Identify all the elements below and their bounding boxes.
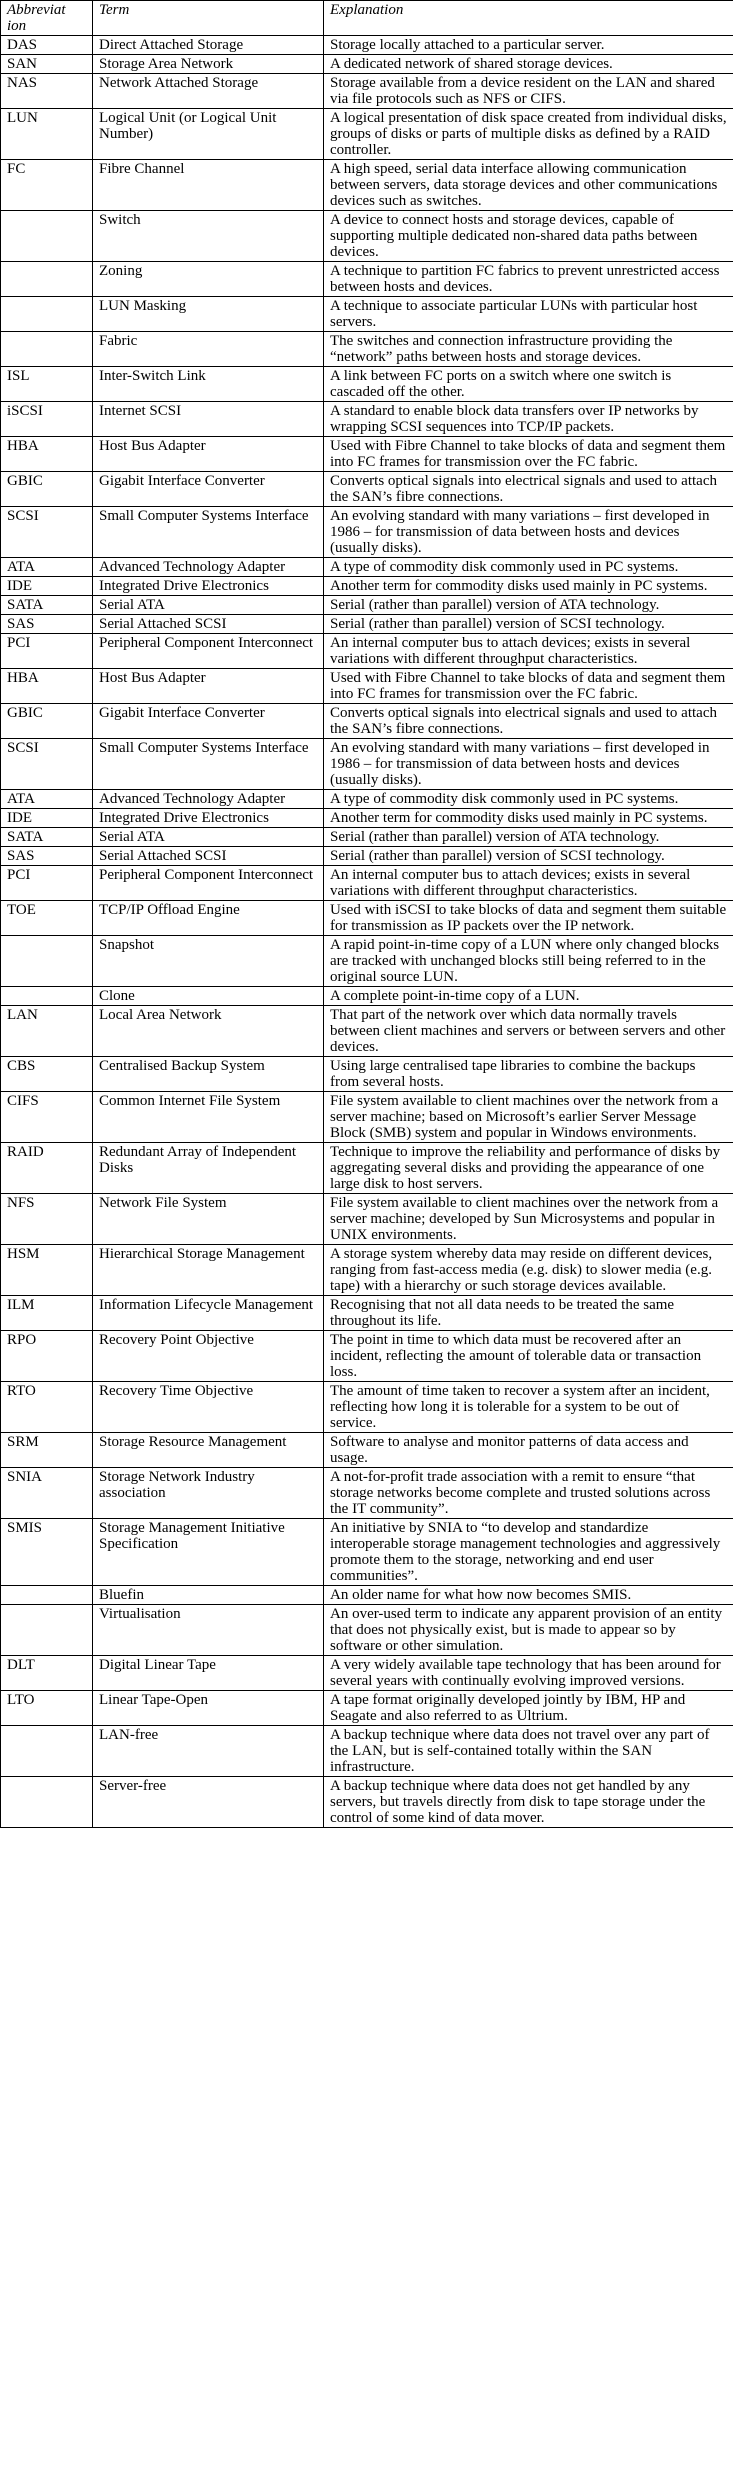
explanation-cell: A backup technique where data does not get handled by any servers, but travels directly from disk to tape storage under the control of some kind of data mover. [324,1777,733,1828]
term-cell: Information Lifecycle Management [93,1296,324,1331]
explanation-cell: An initiative by SNIA to “to develop and standardize interoperable storage management technologies and aggressively promote them to the storage, networking and end user communities”. [324,1519,733,1586]
abbreviation-cell [1,1605,93,1656]
explanation-cell: A high speed, serial data interface allowing communication between servers, data storage devices and other communications devices such as switches. [324,160,733,211]
table-row [1,262,733,297]
table-row [1,1296,733,1331]
table-row [1,160,733,211]
explanation-cell: Storage locally attached to a particular server. [324,36,733,55]
term-cell: Advanced Technology Adapter [93,558,324,577]
table-row [1,1691,733,1726]
abbreviation-cell: SMIS [1,1519,93,1586]
term-cell: Integrated Drive Electronics [93,809,324,828]
explanation-cell: Storage available from a device resident on the LAN and shared via file protocols such as NFS or CIFS. [324,74,733,109]
abbreviation-cell: SAN [1,55,93,74]
term-cell: Fibre Channel [93,160,324,211]
table-row [1,987,733,1006]
term-cell: Internet SCSI [93,402,324,437]
term-cell: Network Attached Storage [93,74,324,109]
explanation-cell: Converts optical signals into electrical signals and used to attach the SAN’s fibre connections. [324,704,733,739]
explanation-cell: A technique to associate particular LUNs with particular host servers. [324,297,733,332]
abbreviation-cell: CIFS [1,1092,93,1143]
term-cell: Virtualisation [93,1605,324,1656]
table-row [1,901,733,936]
explanation-cell: A device to connect hosts and storage devices, capable of supporting multiple dedicated non-shared data paths between devices. [324,211,733,262]
abbreviation-cell [1,1726,93,1777]
term-cell: LUN Masking [93,297,324,332]
explanation-cell: Using large centralised tape libraries to combine the backups from several hosts. [324,1057,733,1092]
table-row [1,1586,733,1605]
term-cell: Host Bus Adapter [93,437,324,472]
table-row [1,809,733,828]
term-cell: Inter-Switch Link [93,367,324,402]
table-row [1,109,733,160]
abbreviation-cell: PCI [1,866,93,901]
explanation-cell: The switches and connection infrastructure providing the “network” paths between hosts and storage devices. [324,332,733,367]
abbreviation-cell: LAN [1,1006,93,1057]
abbreviation-cell: IDE [1,577,93,596]
abbreviation-cell: SAS [1,615,93,634]
explanation-cell: A very widely available tape technology that has been around for several years with continually evolving improved versions. [324,1656,733,1691]
abbreviation-cell: SATA [1,828,93,847]
explanation-cell: Recognising that not all data needs to be treated the same throughout its life. [324,1296,733,1331]
term-cell: LAN-free [93,1726,324,1777]
term-cell: Serial Attached SCSI [93,615,324,634]
term-cell: Storage Area Network [93,55,324,74]
explanation-cell: A standard to enable block data transfers over IP networks by wrapping SCSI sequences into TCP/IP packets. [324,402,733,437]
abbreviation-cell: SCSI [1,739,93,790]
explanation-cell: Serial (rather than parallel) version of ATA technology. [324,596,733,615]
explanation-cell: Serial (rather than parallel) version of SCSI technology. [324,847,733,866]
abbreviation-cell [1,1586,93,1605]
table-row [1,36,733,55]
table-row [1,577,733,596]
explanation-cell: Serial (rather than parallel) version of SCSI technology. [324,615,733,634]
table-row [1,847,733,866]
explanation-cell: Converts optical signals into electrical signals and used to attach the SAN’s fibre connections. [324,472,733,507]
term-cell: Clone [93,987,324,1006]
table-row [1,1433,733,1468]
explanation-cell: A dedicated network of shared storage devices. [324,55,733,74]
explanation-cell: A type of commodity disk commonly used in PC systems. [324,558,733,577]
table-row [1,634,733,669]
term-cell: Network File System [93,1194,324,1245]
explanation-cell: An older name for what how now becomes SMIS. [324,1586,733,1605]
abbreviation-cell: GBIC [1,704,93,739]
abbreviation-cell: SCSI [1,507,93,558]
term-cell: Server-free [93,1777,324,1828]
abbreviation-cell [1,332,93,367]
abbreviation-cell: DAS [1,36,93,55]
term-cell: Advanced Technology Adapter [93,790,324,809]
abbreviation-cell: NAS [1,74,93,109]
abbreviation-cell: NFS [1,1194,93,1245]
abbreviation-cell: SAS [1,847,93,866]
abbreviation-cell: GBIC [1,472,93,507]
explanation-cell: An evolving standard with many variations – first developed in 1986 – for transmission of data between hosts and devices (usually disks). [324,739,733,790]
abbreviation-cell: SNIA [1,1468,93,1519]
explanation-cell: Software to analyse and monitor patterns of data access and usage. [324,1433,733,1468]
term-cell: Peripheral Component Interconnect [93,866,324,901]
abbreviation-cell [1,936,93,987]
abbreviation-cell: LUN [1,109,93,160]
table-row [1,1006,733,1057]
term-cell: Small Computer Systems Interface [93,507,324,558]
term-cell: Bluefin [93,1586,324,1605]
explanation-cell: Technique to improve the reliability and performance of disks by aggregating several disks and providing the appearance of one large disk to host servers. [324,1143,733,1194]
explanation-cell: That part of the network over which data normally travels between client machines and servers or between servers and other devices. [324,1006,733,1057]
explanation-cell: Used with iSCSI to take blocks of data and segment them suitable for transmission as IP packets over the IP network. [324,901,733,936]
abbreviation-cell: ILM [1,1296,93,1331]
table-row [1,55,733,74]
explanation-cell: Used with Fibre Channel to take blocks of data and segment them into FC frames for transmission over the FC fabric. [324,437,733,472]
table-row [1,507,733,558]
explanation-cell: A not-for-profit trade association with a remit to ensure “that storage networks become complete and trusted solutions across the IT community”. [324,1468,733,1519]
term-cell: Host Bus Adapter [93,669,324,704]
table-row [1,1245,733,1296]
explanation-cell: A backup technique where data does not travel over any part of the LAN, but is self-contained totally within the SAN infrastructure. [324,1726,733,1777]
explanation-cell: The amount of time taken to recover a system after an incident, reflecting how long it is tolerable for a system to be out of service. [324,1382,733,1433]
table-row [1,402,733,437]
term-cell: Snapshot [93,936,324,987]
abbreviation-cell: IDE [1,809,93,828]
abbreviation-cell: iSCSI [1,402,93,437]
abbreviation-cell: FC [1,160,93,211]
term-cell: Serial ATA [93,828,324,847]
explanation-cell: An internal computer bus to attach devices; exists in several variations with different throughput characteristics. [324,866,733,901]
abbreviation-cell: RPO [1,1331,93,1382]
explanation-cell: An internal computer bus to attach devices; exists in several variations with different throughput characteristics. [324,634,733,669]
abbreviation-cell: TOE [1,901,93,936]
explanation-cell: A rapid point-in-time copy of a LUN where only changed blocks are tracked with unchanged blocks still being referred to in the original source LUN. [324,936,733,987]
table-row [1,74,733,109]
term-cell: Recovery Point Objective [93,1331,324,1382]
term-cell: Storage Network Industry association [93,1468,324,1519]
table-row [1,1726,733,1777]
term-cell: Gigabit Interface Converter [93,472,324,507]
term-cell: Local Area Network [93,1006,324,1057]
abbreviation-cell: DLT [1,1656,93,1691]
table-row [1,1194,733,1245]
table-row [1,866,733,901]
term-cell: Peripheral Component Interconnect [93,634,324,669]
table-row [1,1143,733,1194]
term-cell: Logical Unit (or Logical Unit Number) [93,109,324,160]
term-cell: Common Internet File System [93,1092,324,1143]
explanation-cell: An over-used term to indicate any apparent provision of an entity that does not physically exist, but is made to appear so by software or other simulation. [324,1605,733,1656]
abbreviation-cell: HBA [1,669,93,704]
term-cell: Redundant Array of Independent Disks [93,1143,324,1194]
abbreviation-cell [1,211,93,262]
term-cell: Hierarchical Storage Management [93,1245,324,1296]
explanation-cell: Another term for commodity disks used mainly in PC systems. [324,809,733,828]
explanation-cell: A tape format originally developed jointly by IBM, HP and Seagate and also referred to as Ultrium. [324,1691,733,1726]
explanation-cell: Another term for commodity disks used mainly in PC systems. [324,577,733,596]
table-row [1,1468,733,1519]
table-row [1,1057,733,1092]
term-cell: Zoning [93,262,324,297]
table-row [1,1605,733,1656]
table-row [1,332,733,367]
abbreviation-cell: LTO [1,1691,93,1726]
term-cell: Linear Tape-Open [93,1691,324,1726]
table-row [1,297,733,332]
table-row [1,596,733,615]
table-row [1,1382,733,1433]
explanation-cell: File system available to client machines over the network from a server machine; developed by Sun Microsystems and popular in UNIX environments. [324,1194,733,1245]
table-row [1,704,733,739]
table-row [1,211,733,262]
term-cell: Switch [93,211,324,262]
explanation-cell: An evolving standard with many variations – first developed in 1986 – for transmission of data between hosts and devices (usually disks). [324,507,733,558]
abbreviation-cell: RTO [1,1382,93,1433]
table-row [1,472,733,507]
term-cell: Digital Linear Tape [93,1656,324,1691]
explanation-cell: Used with Fibre Channel to take blocks of data and segment them into FC frames for transmission over the FC fabric. [324,669,733,704]
explanation-cell: A link between FC ports on a switch where one switch is cascaded off the other. [324,367,733,402]
table-row [1,1656,733,1691]
term-header: Term [93,1,324,36]
abbreviation-cell [1,297,93,332]
term-cell: Small Computer Systems Interface [93,739,324,790]
abbreviation-cell: ATA [1,558,93,577]
glossary-body [1,36,733,1828]
term-cell: Gigabit Interface Converter [93,704,324,739]
explanation-cell: A type of commodity disk commonly used in PC systems. [324,790,733,809]
term-cell: Fabric [93,332,324,367]
abbreviation-cell: PCI [1,634,93,669]
table-row [1,437,733,472]
table-row [1,558,733,577]
explanation-header: Explanation [324,1,733,36]
abbreviation-cell: CBS [1,1057,93,1092]
abbreviation-cell [1,987,93,1006]
abbreviation-cell [1,262,93,297]
explanation-cell: A logical presentation of disk space created from individual disks, groups of disks or parts of multiple disks as defined by a RAID controller. [324,109,733,160]
explanation-cell: Serial (rather than parallel) version of ATA technology. [324,828,733,847]
abbreviation-cell: RAID [1,1143,93,1194]
abbreviation-cell: SRM [1,1433,93,1468]
term-cell: Storage Management Initiative Specification [93,1519,324,1586]
table-row [1,936,733,987]
explanation-cell: A technique to partition FC fabrics to prevent unrestricted access between hosts and devices. [324,262,733,297]
explanation-cell: The point in time to which data must be recovered after an incident, reflecting the amount of tolerable data or transaction loss. [324,1331,733,1382]
abbreviation-cell: ISL [1,367,93,402]
table-row [1,1519,733,1586]
table-row [1,615,733,634]
abbreviation-cell [1,1777,93,1828]
explanation-cell: A storage system whereby data may reside on different devices, ranging from fast-access media (e.g. disk) to slower media (e.g. tape) with a hierarchy or such storage devices available. [324,1245,733,1296]
term-cell: Recovery Time Objective [93,1382,324,1433]
table-row [1,1092,733,1143]
term-cell: Serial ATA [93,596,324,615]
abbreviation-cell: SATA [1,596,93,615]
term-cell: Integrated Drive Electronics [93,577,324,596]
term-cell: TCP/IP Offload Engine [93,901,324,936]
explanation-cell: A complete point-in-time copy of a LUN. [324,987,733,1006]
table-row [1,1777,733,1828]
abbreviation-cell: ATA [1,790,93,809]
term-cell: Direct Attached Storage [93,36,324,55]
term-cell: Serial Attached SCSI [93,847,324,866]
table-row [1,828,733,847]
explanation-cell: File system available to client machines over the network from a server machine; based on Microsoft’s earlier Server Message Block (SMB) system and popular in Windows environments. [324,1092,733,1143]
term-cell: Centralised Backup System [93,1057,324,1092]
abbreviation-header: Abbreviat ion [1,1,93,36]
abbreviation-cell: HSM [1,1245,93,1296]
table-row [1,669,733,704]
abbreviation-cell: HBA [1,437,93,472]
table-row [1,367,733,402]
term-cell: Storage Resource Management [93,1433,324,1468]
header-row [1,1,733,36]
table-row [1,790,733,809]
table-row [1,1331,733,1382]
table-row [1,739,733,790]
